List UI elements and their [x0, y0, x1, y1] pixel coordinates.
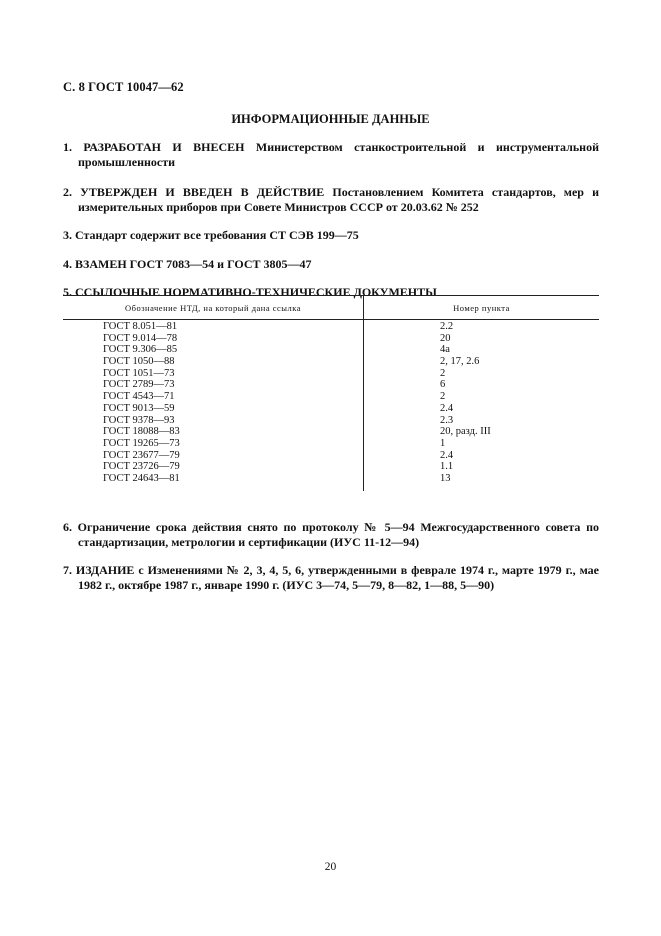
- info-item-lead: 3. Стандарт содержит все требования СТ СЭВ 199—75: [63, 228, 359, 242]
- table-cell-document: ГОСТ 9378—93: [103, 414, 175, 426]
- table-cell-document: ГОСТ 2789—73: [103, 379, 175, 391]
- section-title: ИНФОРМАЦИОННЫЕ ДАННЫЕ: [231, 112, 430, 126]
- document-column: [63, 320, 364, 491]
- info-item-lead: 2. УТВЕРЖДЕН И ВВЕДЕН В ДЕЙСТВИЕ: [63, 185, 325, 199]
- info-items-lower: [63, 520, 599, 592]
- info-item-text: Министерством станкостроительной и инструментальной промышленности: [78, 140, 600, 169]
- table-header: [63, 296, 599, 320]
- info-items-upper: [63, 140, 599, 307]
- table-cell-clause: 2.2: [440, 321, 454, 332]
- info-item-2: [63, 185, 599, 214]
- table-cell-clause: 2, 17, 2.6: [440, 356, 480, 368]
- reference-documents-table: [63, 295, 599, 491]
- page-header: С. 8 ГОСТ 10047—62: [63, 80, 184, 94]
- table-cell-clause: 6: [440, 379, 446, 391]
- info-item-1: [63, 140, 599, 169]
- info-item-text: Постановлением Комитета стандартов, мер и измерительных приборов при Совете Министров СССР от 20.03.62 № 252: [78, 185, 600, 214]
- info-item-lead: 1. РАЗРАБОТАН И ВНЕСЕН: [63, 140, 245, 154]
- table-cell-document: ГОСТ 1050—88: [103, 356, 175, 368]
- info-item-lead: 7. ИЗДАНИЕ: [63, 563, 135, 577]
- table-cell-clause: 2.3: [440, 414, 454, 426]
- column-header-clause: Номер пункта: [453, 302, 510, 313]
- table-cell-clause: 2.4: [440, 449, 454, 461]
- clause-column: [364, 320, 599, 491]
- table-cell-document: ГОСТ 9.014—78: [103, 332, 178, 344]
- table-cell-document: ГОСТ 8.051—81: [103, 321, 178, 332]
- table-body: [63, 320, 599, 491]
- table-cell-clause: 2.4: [440, 402, 454, 414]
- info-item-lead: 4. ВЗАМЕН ГОСТ 7083—54 и ГОСТ 3805—47: [63, 256, 312, 271]
- table-cell-clause: 13: [440, 472, 451, 484]
- info-item-4: [63, 257, 599, 272]
- table-cell-clause: 1: [440, 437, 446, 449]
- table-cell-clause: 4а: [440, 344, 450, 356]
- info-item-3: [63, 228, 599, 243]
- table-cell-document: ГОСТ 18088—83: [103, 426, 180, 438]
- table-cell-document: ГОСТ 19265—73: [103, 437, 180, 449]
- table-cell-document: ГОСТ 9.306—85: [103, 344, 178, 356]
- info-item-lead: 5. ССЫЛОЧНЫЕ НОРМАТИВНО-ТЕХНИЧЕСКИЕ ДОКУМЕНТЫ: [63, 285, 437, 299]
- table-cell-clause: 20, разд. III: [440, 426, 491, 438]
- info-item-7: [63, 563, 599, 592]
- page-number: 20: [324, 861, 337, 873]
- column-header-document: Обозначение НТД, на который дана ссылка: [63, 296, 364, 319]
- table-cell-document: ГОСТ 1051—73: [103, 367, 175, 379]
- table-cell-document: ГОСТ 9013—59: [103, 402, 175, 414]
- table-cell-clause: 20: [440, 332, 451, 344]
- table-cell-document: ГОСТ 23677—79: [103, 449, 180, 461]
- info-item-lead: 6. Ограничение срока действия снято по протоколу № 5—94 Межгосударственного совета по стандартизации, метрологии и сертификации (ИУС 11-12—94): [63, 520, 599, 549]
- table-cell-document: ГОСТ 4543—71: [103, 391, 175, 403]
- table-cell-document: ГОСТ 24643—81: [103, 472, 180, 484]
- table-cell-document: ГОСТ 23726—79: [103, 461, 180, 473]
- info-item-6: [63, 520, 599, 549]
- table-cell-clause: 2: [440, 391, 446, 403]
- table-cell-clause: 2: [440, 367, 446, 379]
- table-cell-clause: 1.1: [440, 461, 454, 473]
- info-item-text: с Изменениями № 2, 3, 4, 5, 6, утвержденными в феврале 1974 г., марте 1979 г., мае 1982 г., октябре 1987 г., январе 1990 г. (ИУС 3—74, 5—79, 8—82, 1—88, 5—90): [78, 563, 599, 592]
